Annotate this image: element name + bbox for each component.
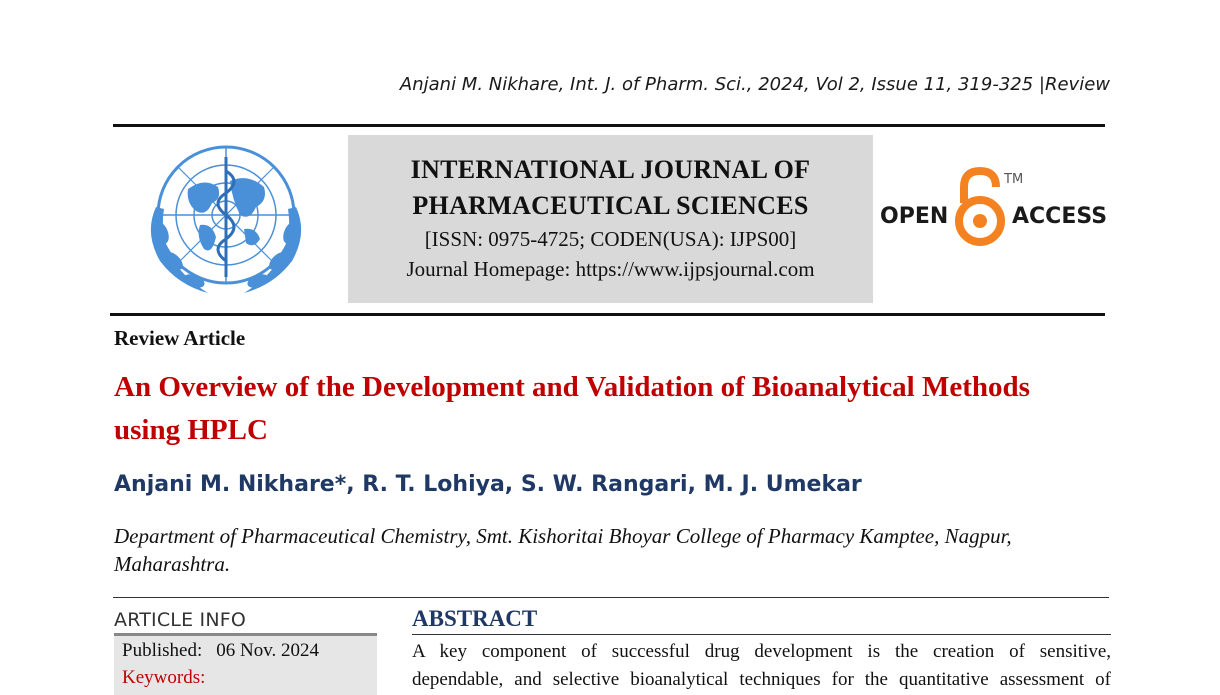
abstract-heading: ABSTRACT [412, 606, 538, 631]
article-title: An Overview of the Development and Validation of Bioanalytical Methods using HPLC [114, 371, 1030, 446]
keywords-label: Keywords: [122, 667, 206, 688]
article-authors: Anjani M. Nikhare*, R. T. Lohiya, S. W. Rangari, M. J. Umekar [114, 472, 862, 497]
published-label: Published: [122, 640, 203, 661]
open-access-right-text: ACCESS [1012, 204, 1108, 229]
published-row [122, 640, 319, 662]
article-affiliation: Department of Pharmaceutical Chemistry, Smt. Kishoritai Bhoyar College of Pharmacy Kamptee, Nagpur, Maharashtra. [114, 524, 1012, 576]
open-access-logo [880, 165, 1108, 255]
journal-issn: [ISSN: 0975-4725; CODEN(USA): IJPS00] [424, 227, 797, 251]
header-top-rule [113, 124, 1105, 127]
abstract-line-1: A key component of successful drug development is the creation of sensitive, [412, 641, 1111, 662]
journal-name-line1: INTERNATIONAL JOURNAL OF [410, 155, 811, 184]
abstract-line-2: dependable, and selective bioanalytical techniques for the quantitative assessment of [412, 669, 1111, 690]
journal-homepage: Journal Homepage: https://www.ijpsjournal.com [406, 257, 815, 281]
article-type: Review Article [114, 326, 246, 350]
abstract-text [412, 638, 1111, 694]
trademark-mark: TM [1004, 172, 1024, 187]
section-divider [113, 597, 1109, 598]
journal-name-line2: PHARMACEUTICAL SCIENCES [412, 191, 809, 220]
published-date: 06 Nov. 2024 [216, 640, 319, 661]
header-bottom-rule [110, 313, 1105, 316]
abstract-underline [412, 634, 1111, 635]
running-header: Anjani M. Nikhare, Int. J. of Pharm. Sci., 2024, Vol 2, Issue 11, 319-325 |Review [399, 74, 1110, 95]
article-info-box [114, 636, 377, 695]
journal-banner [348, 135, 873, 303]
un-who-emblem-logo [126, 137, 326, 307]
open-access-left-text: OPEN [880, 204, 949, 229]
article-info-heading: ARTICLE INFO [114, 609, 247, 631]
